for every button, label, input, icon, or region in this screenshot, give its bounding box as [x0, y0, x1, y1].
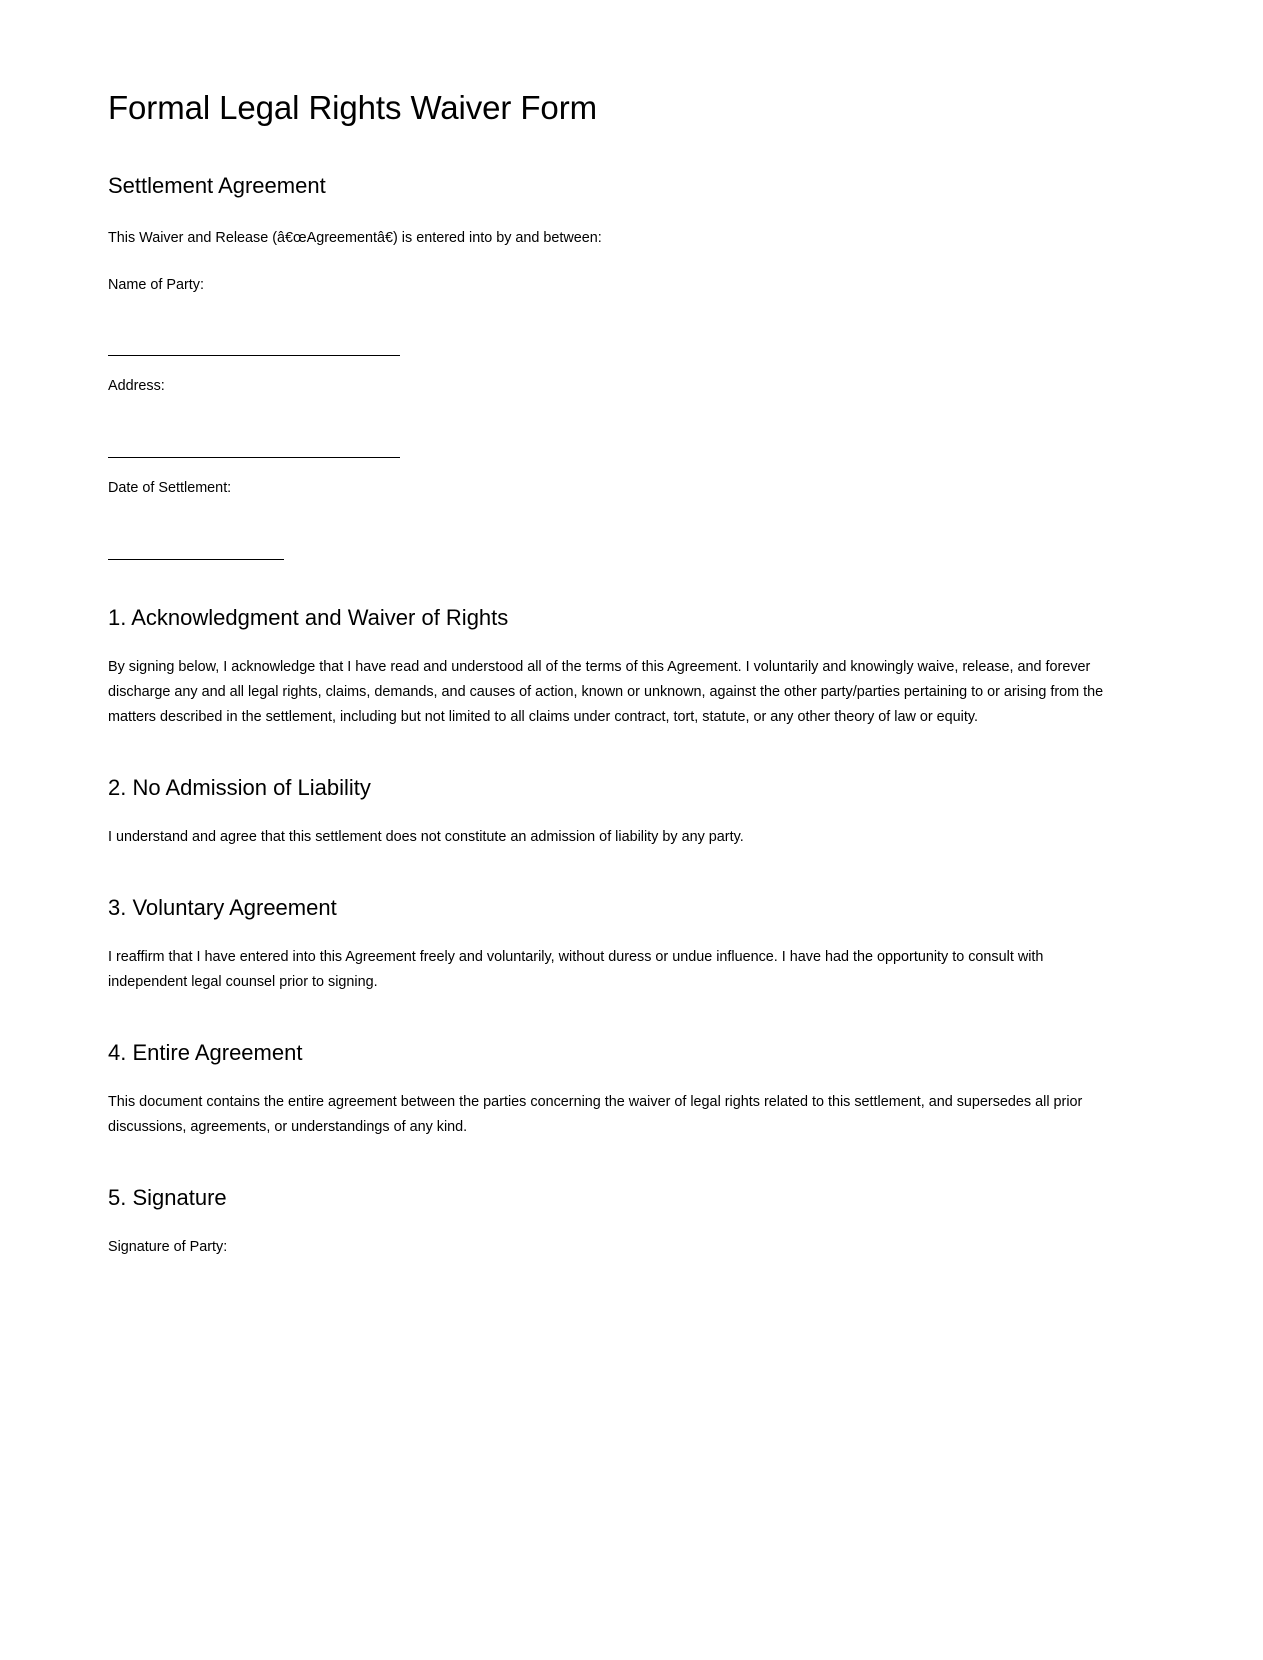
section-heading-4: 4. Entire Agreement — [108, 1039, 303, 1065]
section-heading-5: 5. Signature — [108, 1184, 227, 1210]
field-date-of-settlement — [108, 476, 1155, 560]
section-heading-3: 3. Voluntary Agreement — [108, 894, 337, 920]
section-heading-1: 1. Acknowledgment and Waiver of Rights — [108, 604, 509, 630]
signature-blank-area — [108, 1260, 1155, 1620]
intro-paragraph: This Waiver and Release (â€œAgreementâ€) is entered into by and between: — [108, 229, 602, 246]
section-body-4: This document contains the entire agreement between the parties concerning the waiver of legal rights related to this settlement, and supersedes all prior discussions, agreements, or understandings of any kind. — [108, 1094, 1083, 1136]
field-label-address: Address: — [108, 378, 165, 395]
blank-line-name-of-party[interactable] — [108, 355, 400, 356]
field-label-name-of-party: Name of Party: — [108, 276, 204, 293]
blank-line-address[interactable] — [108, 457, 400, 458]
page-title: Formal Legal Rights Waiver Form — [108, 89, 597, 126]
section-voluntary-agreement — [108, 894, 1108, 995]
section-body-3: I reaffirm that I have entered into this Agreement freely and voluntarily, without duress or undue influence. I have had the opportunity to consult with independent legal counsel prior to signing. — [108, 949, 1044, 991]
section-no-admission-of-liability — [108, 774, 1108, 850]
section-signature — [108, 1184, 1108, 1260]
field-name-of-party — [108, 273, 1155, 357]
section-heading-2: 2. No Admission of Liability — [108, 774, 371, 800]
blank-line-date-of-settlement[interactable] — [108, 559, 284, 560]
section-acknowledgment — [108, 604, 1108, 730]
section-entire-agreement — [108, 1039, 1108, 1140]
field-label-date-of-settlement: Date of Settlement: — [108, 480, 232, 497]
field-address — [108, 374, 1155, 458]
field-label-signature-of-party: Signature of Party: — [108, 1239, 228, 1256]
section-body-2: I understand and agree that this settlement does not constitute an admission of liability by any party. — [108, 829, 744, 846]
document-subtitle: Settlement Agreement — [108, 173, 326, 199]
section-body-1: By signing below, I acknowledge that I have read and understood all of the terms of this Agreement. I voluntarily and knowingly waive, release, and forever discharge any and all legal rights, claims, demands, and causes of action, known or unknown, against the other party/parties pertaining to or arising from the matters described in the settlement, including but not limited to all claims under contract, tort, statute, or any other theory of law or equity. — [108, 659, 1104, 725]
